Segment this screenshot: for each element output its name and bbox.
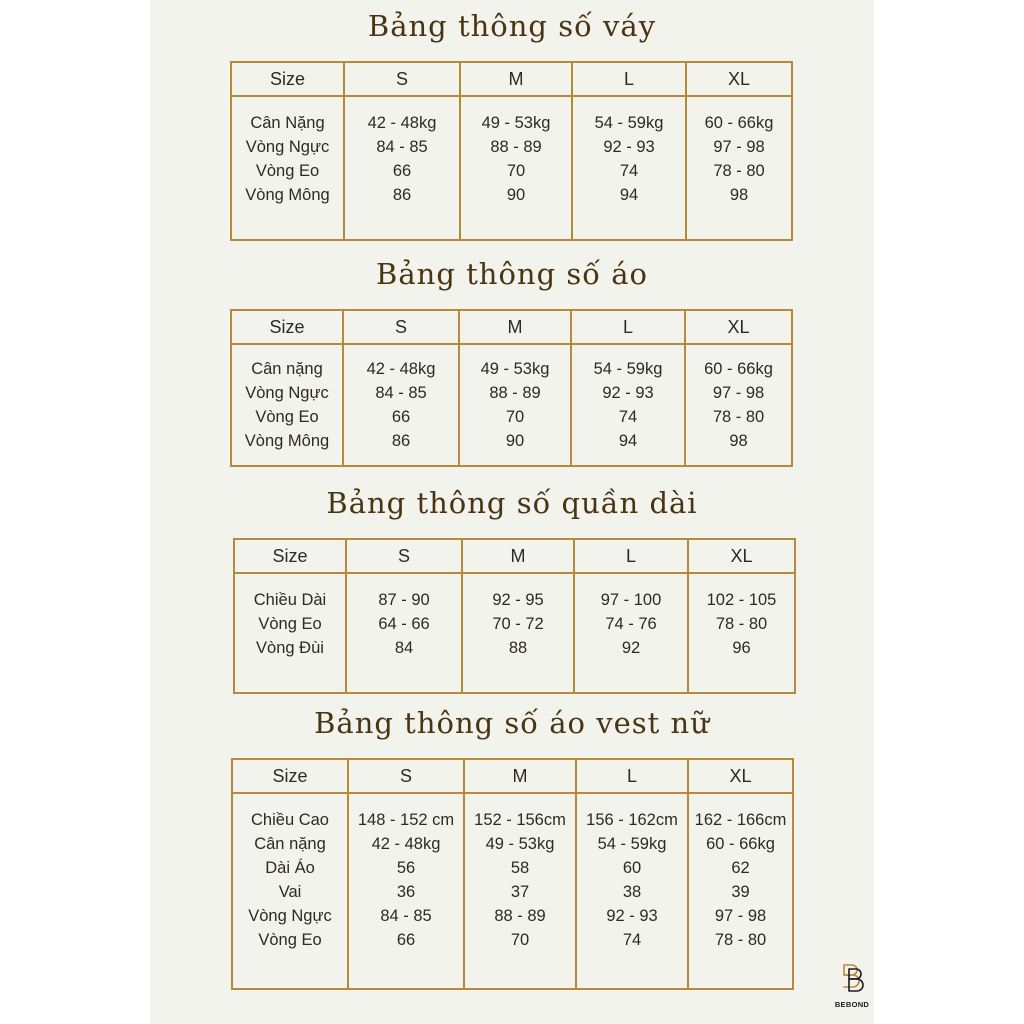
column-size-l <box>570 345 684 465</box>
table-body <box>230 95 793 241</box>
header-cell-xl: XL <box>685 63 791 95</box>
cell: 84 - 85 <box>380 907 432 925</box>
column-size-s <box>343 97 459 239</box>
cell: 58 <box>510 859 530 877</box>
cell: Vai <box>278 883 302 901</box>
cell: 36 <box>396 883 416 901</box>
cell: 92 - 93 <box>603 138 655 156</box>
column-measure-labels <box>233 794 347 988</box>
table-header-row <box>230 61 793 97</box>
cell: 98 <box>729 186 749 204</box>
cell: 54 - 59kg <box>597 835 667 853</box>
table-header-row <box>230 309 793 345</box>
cell: 60 - 66kg <box>704 360 773 378</box>
cell: 94 <box>619 186 639 204</box>
cell: 84 - 85 <box>376 138 428 156</box>
header-cell-l: L <box>575 760 687 792</box>
table-title-trousers: Bảng thông số quần dài <box>326 486 698 520</box>
cell: 98 <box>729 432 748 450</box>
cell: 156 - 162cm <box>586 811 678 829</box>
header-cell-s: S <box>343 63 459 95</box>
column-measure-labels <box>235 574 345 692</box>
cell: 92 - 93 <box>606 907 658 925</box>
column-size-m <box>463 794 575 988</box>
cell: 92 - 95 <box>492 591 544 609</box>
cell: 54 - 59kg <box>594 114 664 132</box>
header-cell-s: S <box>347 760 463 792</box>
cell: 90 <box>506 186 526 204</box>
cell: 70 <box>505 408 525 426</box>
cell: Dài Áo <box>265 859 315 877</box>
header-cell-size: Size <box>272 545 308 566</box>
cell: 96 <box>732 639 751 657</box>
cell: Vòng Eo <box>255 408 319 426</box>
header-cell-size: Size <box>269 316 305 337</box>
cell: 87 - 90 <box>378 591 430 609</box>
cell: Vòng Đùi <box>256 639 324 657</box>
column-size-s <box>345 574 461 692</box>
cell: 86 <box>391 432 411 450</box>
table-header-row <box>233 538 796 574</box>
cell: 84 <box>394 639 414 657</box>
cell: 78 - 80 <box>714 931 767 949</box>
cell: Cân nặng <box>251 360 323 378</box>
cell: 66 <box>391 408 411 426</box>
cell: 102 - 105 <box>706 591 777 609</box>
cell: 97 - 98 <box>712 384 765 402</box>
cell: 66 <box>396 931 416 949</box>
cell: Vòng Mông <box>244 432 330 450</box>
column-size-m <box>461 574 573 692</box>
cell: 162 - 166cm <box>694 811 787 829</box>
cell: 88 - 89 <box>489 384 541 402</box>
table-body <box>230 343 793 467</box>
cell: 49 - 53kg <box>485 835 555 853</box>
cell: 56 <box>396 859 416 877</box>
header-cell-size: Size <box>269 68 305 89</box>
table-title-womens-blazer: Bảng thông số áo vest nữ <box>314 706 710 740</box>
cell: Chiều Cao <box>251 811 329 829</box>
table-title-shirt: Bảng thông số áo <box>376 257 648 291</box>
column-size-s <box>342 345 458 465</box>
cell: 88 - 89 <box>494 907 546 925</box>
cell: 74 <box>618 408 638 426</box>
header-cell-xl: XL <box>684 311 791 343</box>
cell: 62 <box>731 859 750 877</box>
cell: 70 <box>510 931 530 949</box>
cell: 74 <box>622 931 642 949</box>
cell: 42 - 48kg <box>367 114 437 132</box>
header-cell-xl: XL <box>687 760 792 792</box>
cell: 86 <box>392 186 412 204</box>
cell: 70 - 72 <box>492 615 544 633</box>
header-cell-s: S <box>345 540 461 572</box>
header-cell-m: M <box>458 311 570 343</box>
cell: 64 - 66 <box>378 615 430 633</box>
cell: 42 - 48kg <box>371 835 441 853</box>
cell: 78 - 80 <box>715 615 768 633</box>
column-measure-labels <box>232 345 342 465</box>
cell: 37 <box>510 883 530 901</box>
cell: 60 - 66kg <box>706 835 775 853</box>
cell: 74 <box>619 162 639 180</box>
cell: 70 <box>506 162 526 180</box>
cell: Vòng Eo <box>258 931 322 949</box>
cell: 97 - 98 <box>714 907 767 925</box>
header-cell-l: L <box>571 63 685 95</box>
cell: 60 <box>622 859 642 877</box>
column-size-l <box>575 794 687 988</box>
cell: 54 - 59kg <box>593 360 663 378</box>
header-cell-m: M <box>459 63 571 95</box>
cell: 92 - 93 <box>602 384 654 402</box>
size-chart-sheet <box>150 0 874 1024</box>
cell: 39 <box>731 883 750 901</box>
cell: 94 <box>618 432 638 450</box>
column-size-m <box>458 345 570 465</box>
cell: Cân Nặng <box>250 114 325 132</box>
header-cell-s: S <box>342 311 458 343</box>
header-cell-l: L <box>570 311 684 343</box>
column-size-xl <box>685 97 791 239</box>
cell: Vòng Ngực <box>245 384 329 402</box>
header-cell-size: Size <box>272 765 308 786</box>
cell: 78 - 80 <box>713 162 765 180</box>
cell: 88 <box>508 639 528 657</box>
bebond-monogram-icon <box>837 962 867 994</box>
column-size-l <box>573 574 687 692</box>
cell: Vòng Eo <box>258 615 322 633</box>
cell: Cân nặng <box>254 835 326 853</box>
header-cell-xl: XL <box>687 540 794 572</box>
cell: Vòng Eo <box>255 162 320 180</box>
table-header-row <box>231 758 794 794</box>
column-size-s <box>347 794 463 988</box>
cell: 90 <box>505 432 525 450</box>
cell: 66 <box>392 162 412 180</box>
brand-logo <box>830 962 874 1009</box>
cell: Vòng Ngực <box>245 138 330 156</box>
cell: 49 - 53kg <box>480 360 550 378</box>
header-cell-m: M <box>463 760 575 792</box>
column-measure-labels <box>232 97 343 239</box>
cell: Vòng Ngực <box>248 907 332 925</box>
header-cell-m: M <box>461 540 573 572</box>
cell: Chiều Dài <box>253 591 327 609</box>
header-cell-l: L <box>573 540 687 572</box>
column-size-xl <box>687 794 792 988</box>
cell: 148 - 152 cm <box>357 811 455 829</box>
column-size-xl <box>687 574 794 692</box>
table-body <box>233 572 796 694</box>
brand-name: BEBOND <box>834 1000 870 1009</box>
cell: 74 - 76 <box>605 615 657 633</box>
cell: 49 - 53kg <box>481 114 551 132</box>
column-size-l <box>571 97 685 239</box>
cell: 78 - 80 <box>712 408 765 426</box>
table-title-dress: Bảng thông số váy <box>367 9 657 43</box>
cell: 88 - 89 <box>490 138 542 156</box>
column-size-m <box>459 97 571 239</box>
cell: 152 - 156cm <box>474 811 566 829</box>
cell: 84 - 85 <box>375 384 427 402</box>
cell: 92 <box>621 639 641 657</box>
column-size-xl <box>684 345 791 465</box>
cell: 60 - 66kg <box>704 114 774 132</box>
table-body <box>231 792 794 990</box>
cell: 97 - 100 <box>600 591 662 609</box>
cell: 38 <box>622 883 642 901</box>
cell: 97 - 98 <box>713 138 765 156</box>
cell: 42 - 48kg <box>366 360 436 378</box>
cell: Vòng Mông <box>245 186 330 204</box>
